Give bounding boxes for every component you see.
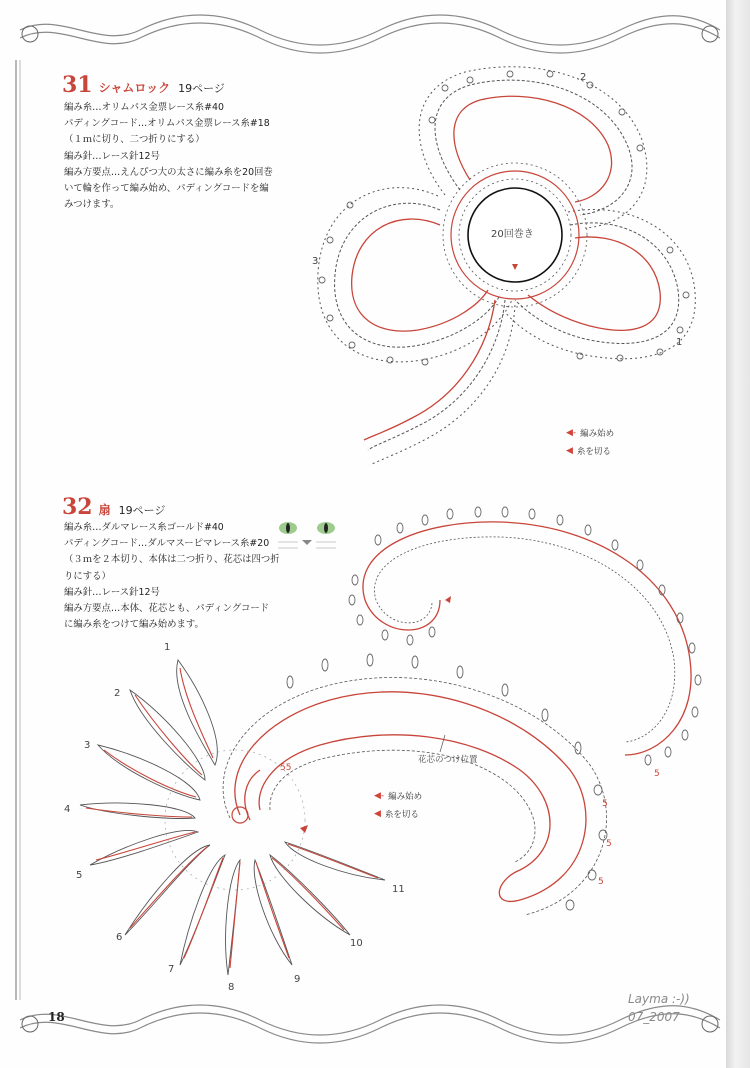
repeat-label: 5: [606, 839, 612, 849]
pattern32-page-ref: 19ページ: [118, 504, 166, 517]
cut-arrow-icon: ◀: [566, 446, 573, 456]
desc-line: 編み糸…ダルマレース糸ゴールド#40: [64, 522, 224, 533]
book-spine: [726, 0, 750, 1068]
desc-line: みつけます。: [64, 199, 120, 211]
repeat-label: 5: [598, 877, 604, 887]
repeat-label: 5: [654, 769, 660, 779]
pattern32-number: 32: [62, 494, 93, 520]
pattern31-number: 31: [62, 72, 93, 98]
pattern32-title: 扇: [98, 503, 111, 517]
desc-line: に編み糸をつけて編み始めます。: [64, 619, 204, 631]
petal-number: 3: [84, 740, 91, 751]
pattern31-page-ref: 19ページ: [178, 82, 225, 95]
petal-number: 7: [168, 964, 175, 975]
petal-number: 2: [114, 688, 121, 699]
pattern32-legend: [374, 787, 422, 823]
pattern31-title: シャムロック: [98, 81, 171, 95]
page-number: 18: [48, 1010, 65, 1024]
desc-line: 編み針…レース針12号: [64, 586, 160, 598]
legend-cut: 糸を切る: [576, 447, 611, 457]
desc-line: りにする）: [64, 570, 111, 582]
legend-start: 編み始め: [580, 429, 615, 439]
desc-line: 編み方要点…本体、花芯とも、パディングコード: [64, 603, 270, 615]
legend-cut: 糸を切る: [384, 810, 419, 820]
leaf-number-1: 1: [676, 337, 683, 348]
signature-line: 07_2007: [628, 1010, 680, 1024]
leaf-number-3: 3: [312, 256, 319, 267]
desc-line: パディングコード…オリムパス金票レース糸#18: [64, 118, 270, 130]
petal-number: 5: [76, 870, 83, 881]
petal-number: 11: [392, 884, 405, 895]
desc-line: いて輪を作って編み始め、パディングコードを編: [64, 183, 269, 195]
petal-number: 8: [228, 982, 235, 993]
cut-arrow-icon: ◀: [374, 809, 381, 819]
desc-line: 編み針…レース針12号: [64, 150, 160, 162]
scanner-signature: [628, 990, 690, 1026]
signature-line: Layma :-)): [628, 992, 690, 1006]
petal-number: 9: [294, 974, 301, 985]
attach-position-label: 花芯のつけ位置: [418, 755, 478, 765]
desc-line: 編み糸…オリムパス金票レース糸#40: [64, 102, 224, 113]
desc-line: パディングコード…ダルマスーピマレース糸#20: [64, 538, 270, 550]
petal-number: 1: [164, 642, 171, 653]
count-label: 55: [280, 763, 292, 773]
repeat-label: 5: [602, 799, 608, 809]
center-ring-label: 20回巻き: [491, 229, 534, 240]
legend-start: 編み始め: [388, 792, 423, 802]
leaf-number-2: 2: [580, 72, 587, 83]
desc-line: 編み方要点…えんぴつ大の太さに編み糸を20回巻: [64, 166, 273, 178]
start-arrow-icon: ◀-: [566, 428, 577, 438]
petal-number: 10: [350, 938, 363, 949]
desc-line: （１ｍに切り、二つ折りにする）: [64, 134, 205, 146]
desc-line: （３ｍを２本切り、本体は二つ折り、花芯は四つ折: [64, 554, 280, 566]
start-arrow-icon: ◀-: [374, 791, 385, 801]
petal-number: 6: [116, 932, 123, 943]
petal-number: 4: [64, 804, 71, 815]
